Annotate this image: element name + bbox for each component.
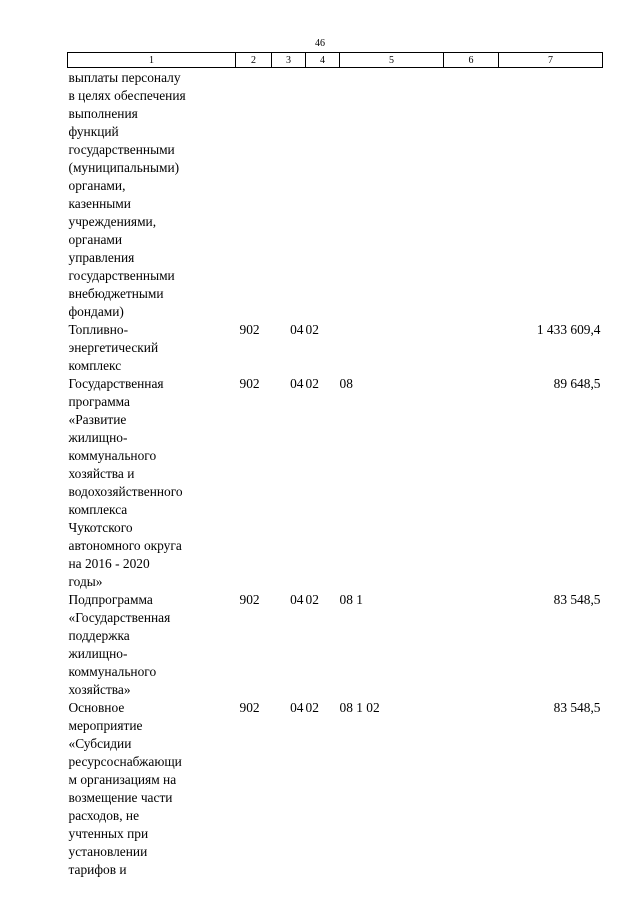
row-col7: 1 433 609,4 <box>536 322 601 337</box>
row-col6 <box>444 68 499 322</box>
table-body <box>68 68 603 880</box>
row-col7: 83 548,5 <box>553 700 601 715</box>
table-row <box>68 321 603 375</box>
row-col3: 04 <box>290 592 304 607</box>
row-col4: 02 <box>305 322 319 337</box>
column-header-3: 3 <box>272 53 306 68</box>
row-col4 <box>306 68 340 322</box>
column-header-7: 7 <box>499 53 603 68</box>
budget-table <box>67 52 603 879</box>
row-col5: 08 1 <box>339 592 363 607</box>
row-name: Подпрограмма «Государственная поддержка жилищно- коммунального хозяйства» <box>68 592 171 697</box>
row-col2: 902 <box>239 376 260 391</box>
row-name: Государственная программа «Развитие жилищно- коммунального хозяйства и водохозяйственного комплекса Чукотского автономного округа на 2016 - 2020 годы» <box>68 376 183 589</box>
table-row <box>68 699 603 879</box>
column-header-4: 4 <box>306 53 340 68</box>
row-col7: 89 648,5 <box>553 376 601 391</box>
row-col3: 04 <box>290 376 304 391</box>
row-col4: 02 <box>305 592 319 607</box>
row-col6 <box>444 591 499 699</box>
row-col3: 04 <box>290 700 304 715</box>
row-col5: 08 1 02 <box>339 700 380 715</box>
row-col2: 902 <box>239 322 260 337</box>
header-row <box>68 53 603 68</box>
row-col4: 02 <box>305 376 319 391</box>
row-name: Основное мероприятие «Субсидии ресурсоснабжающи м организациям на возмещение части расходов, не учтенных при установлении тарифов и <box>68 700 182 877</box>
row-col4: 02 <box>305 700 319 715</box>
row-col6 <box>444 699 499 879</box>
row-col5: 08 <box>339 376 353 391</box>
page-number: 46 <box>315 38 325 49</box>
row-col7: 83 548,5 <box>553 592 601 607</box>
row-col2: 902 <box>239 592 260 607</box>
column-header-2: 2 <box>236 53 272 68</box>
row-col6 <box>444 321 499 375</box>
table-header <box>68 53 603 68</box>
row-col3 <box>272 68 306 322</box>
column-header-5: 5 <box>340 53 444 68</box>
table-row <box>68 591 603 699</box>
table-row <box>68 68 603 322</box>
row-col6 <box>444 375 499 591</box>
row-name: выплаты персоналу в целях обеспечения выполнения функций государственными (муниципальными) органами, казенными учреждениями, органами управления государственными внебюджетными фондами) <box>68 70 186 319</box>
table-row <box>68 375 603 591</box>
row-col5 <box>340 321 444 375</box>
row-col2: 902 <box>239 700 260 715</box>
row-col2 <box>236 68 272 322</box>
row-name: Топливно- энергетический комплекс <box>68 322 159 373</box>
row-col3: 04 <box>290 322 304 337</box>
row-col7 <box>499 68 603 322</box>
column-header-6: 6 <box>444 53 499 68</box>
column-header-1: 1 <box>68 53 236 68</box>
row-col5 <box>340 68 444 322</box>
